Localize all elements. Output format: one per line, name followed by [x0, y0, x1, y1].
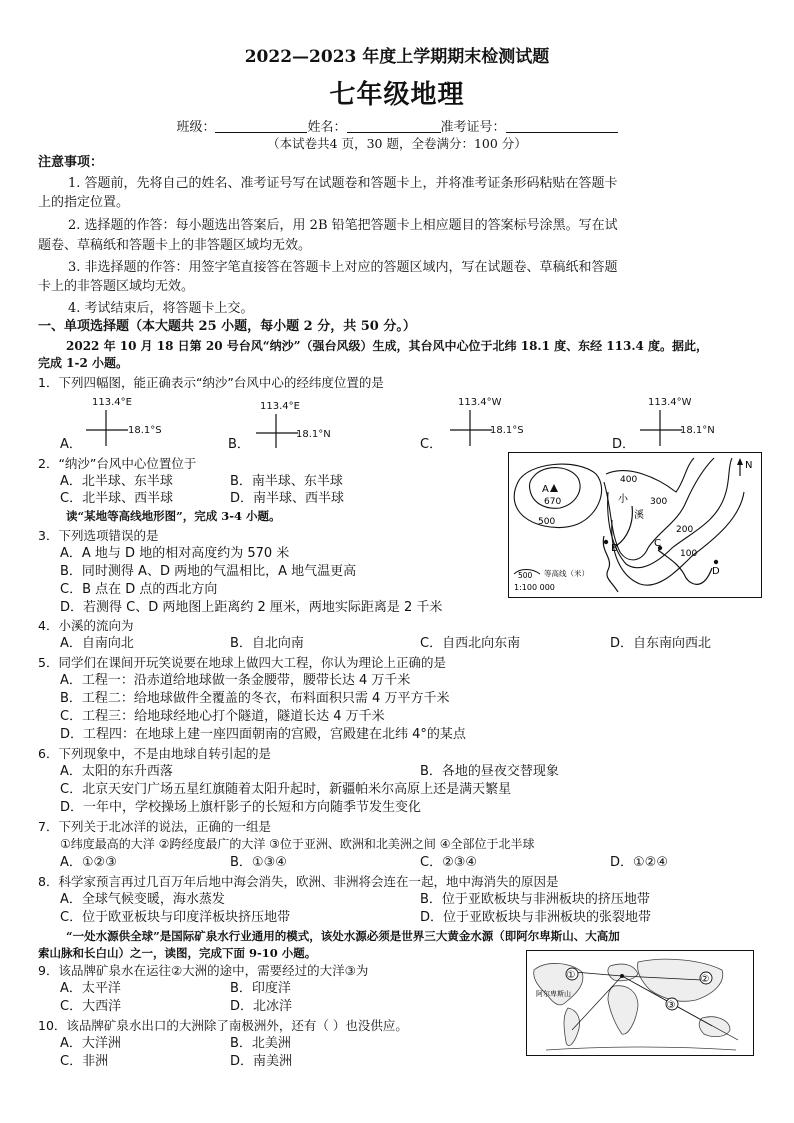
question-6: 6．下列现象中，不是由地球自转引起的是	[38, 746, 271, 761]
q6-option-b[interactable]: B．各地的昼夜交替现象	[420, 764, 559, 779]
q8-option-a[interactable]: A．全球气候变暖，海水蒸发	[60, 892, 225, 907]
q4-option-c[interactable]: C．自西北向东南	[420, 636, 521, 651]
id-field[interactable]	[506, 119, 618, 133]
q9-option-a[interactable]: A．太平洋	[60, 981, 121, 996]
q1-c-lon: 113.4°W	[458, 397, 502, 408]
q3-option-a[interactable]: A．A 地与 D 地的相对高度约为 570 米	[60, 546, 290, 561]
q10-option-c[interactable]: C．非洲	[60, 1054, 109, 1069]
q8-option-c[interactable]: C．位于欧亚板块与印度洋板块挤压地带	[60, 910, 291, 925]
notice-line: 2. 选择题的作答：每小题选出答案后，用 2B 铅笔把答题卡上相应题目的答案标号涂黑。写在试	[68, 218, 618, 233]
intro-text: 2022 年 10 月 18 日第 20 号台风“纳沙”（强台风级）生成，其台风中心位于北纬 18.1 度、东经 113.4 度。据此，	[66, 339, 709, 353]
notice-line: 3. 非选择题的作答：用签字笔直接答在答题卡上对应的答题区域内，写在试题卷、草稿纸和答题	[68, 260, 618, 275]
q9-option-d[interactable]: D．北冰洋	[230, 999, 293, 1014]
notice-line: 题卷、草稿纸和答题卡上的非答题区域均无效。	[38, 238, 312, 253]
q1-d-cross	[640, 410, 690, 446]
elev-300: 300	[650, 497, 668, 507]
subject-title: 七年级地理	[329, 80, 465, 110]
q1-option-a-label[interactable]: A．	[60, 437, 82, 452]
q4-option-a[interactable]: A．自南向北	[60, 636, 134, 651]
name-field[interactable]	[347, 119, 441, 133]
q2-option-c[interactable]: C．北半球、西半球	[60, 491, 174, 506]
point-d-dot	[714, 560, 718, 564]
stream-label-1: 小	[618, 494, 628, 505]
q4-option-d[interactable]: D．自东南向西北	[610, 636, 712, 651]
section-heading: 一、单项选择题（本大题共 25 小题，每小题 2 分，共 50 分。）	[38, 319, 416, 334]
q3-option-c[interactable]: C．B 点在 D 点的西北方向	[60, 582, 218, 597]
q1-b-cross	[256, 414, 306, 448]
point-c-label: C	[654, 538, 661, 549]
q5-option-a[interactable]: A．工程一：沿赤道给地球做一条金腰带，腰带长达 4 万千米	[60, 673, 411, 688]
question-5: 5．同学们在课间开玩笑说要在地球上做四大工程，你认为理论上正确的是	[38, 655, 446, 670]
question-10: 10．该品牌矿泉水出口的大洲除了南极洲外，还有（ ）也没供应。	[38, 1018, 408, 1033]
source-point	[620, 974, 624, 978]
notice-line: 卡上的非答题区域均无效。	[38, 279, 195, 294]
q9-option-b[interactable]: B．印度洋	[230, 981, 291, 996]
q2-option-d[interactable]: D．南半球、西半球	[230, 491, 345, 506]
q1-c-cross	[450, 410, 500, 446]
q2-option-b[interactable]: B．南半球、东半球	[230, 474, 343, 489]
q1-d-lat: 18.1°N	[680, 425, 715, 436]
legend-value: 500	[518, 571, 533, 580]
class-field[interactable]	[215, 119, 307, 133]
q6-option-a[interactable]: A．太阳的东升西落	[60, 764, 173, 779]
q1-b-lat: 18.1°N	[296, 429, 331, 440]
q10-option-a[interactable]: A．大洋洲	[60, 1036, 121, 1051]
question-9: 9．该品牌矿泉水在运往②大洲的途中，需要经过的大洋③为	[38, 963, 369, 978]
q8-option-b[interactable]: B．位于亚欧板块与非洲板块的挤压地带	[420, 892, 650, 907]
q7-option-c[interactable]: C．②③④	[420, 855, 478, 870]
q8-option-d[interactable]: D．位于亚欧板块与非洲板块的张裂地带	[420, 910, 652, 925]
q5-option-b[interactable]: B．工程二：给地球做件全覆盖的冬衣，布料面积只需 4 万平方千米	[60, 691, 450, 706]
class-label: 班级：	[176, 120, 216, 135]
question-8: 8．科学家预言再过几百万年后地中海会消失，欧洲、非洲将会连在一起，地中海消失的原因是	[38, 874, 559, 889]
north-label: N	[745, 460, 753, 471]
q1-d-lon: 113.4°W	[648, 397, 692, 408]
question-2: 2．“纳沙”台风中心位置位于	[38, 456, 197, 471]
q7-option-d[interactable]: D．①②④	[610, 855, 668, 870]
point-b-dot	[604, 540, 608, 544]
notice-line: 上的指定位置。	[38, 195, 130, 210]
q4-option-b[interactable]: B．自北向南	[230, 636, 304, 651]
q7-option-a[interactable]: A．①②③	[60, 855, 117, 870]
exam-note: （本试卷共4 页，30 题，全卷满分：100 分）	[267, 136, 527, 151]
q9-option-c[interactable]: C．大西洋	[60, 999, 122, 1014]
world-map	[526, 950, 754, 1056]
q5-option-c[interactable]: C．工程三：给地球经地心打个隧道，隧道长达 4 万千米	[60, 709, 385, 724]
q3-option-d[interactable]: D．若测得 C、D 两地图上距离约 2 厘米，两地实际距离是 2 千米	[60, 600, 443, 615]
q2-option-a[interactable]: A．北半球、东半球	[60, 474, 173, 489]
question-7: 7．下列关于北冰洋的说法，正确的一组是	[38, 819, 271, 834]
q7-statements: ①纬度最高的大洋 ②跨经度最广的大洋 ③位于亚洲、欧洲和北美洲之间 ④全部位于北半球	[60, 837, 535, 851]
q6-option-d[interactable]: D．一年中，学校操场上旗杆影子的长短和方向随季节发生变化	[60, 800, 422, 815]
map-scale: 1:100 000	[514, 583, 555, 592]
marker-1-label: ①	[566, 970, 576, 981]
student-info-row	[0, 116, 794, 135]
marker-3-label: ③	[666, 1000, 676, 1011]
q7-option-b[interactable]: B．①③④	[230, 855, 287, 870]
question-4: 4．小溪的流向为	[38, 618, 134, 633]
q1-c-lat: 18.1°S	[490, 425, 524, 436]
elev-500: 500	[538, 517, 556, 527]
legend-text: 等高线（米）	[544, 569, 589, 578]
elev-200: 200	[676, 525, 694, 535]
notice-heading: 注意事项：	[38, 155, 104, 170]
intro-text: 读“某地等高线地形图”，完成 3-4 小题。	[66, 509, 281, 523]
intro-text: 完成 1-2 小题。	[38, 356, 129, 370]
question-3: 3．下列选项错误的是	[38, 528, 159, 543]
q10-option-d[interactable]: D．南美洲	[230, 1054, 293, 1069]
notice-line: 1. 答题前，先将自己的姓名、准考证号写在试题卷和答题卡上，并将准考证条形码粘贴在答题卡	[68, 176, 618, 191]
q1-figures	[60, 392, 760, 452]
q1-b-lon: 113.4°E	[260, 401, 300, 412]
q3-option-b[interactable]: B．同时测得 A、D 两地的气温相比，A 地气温更高	[60, 564, 357, 579]
notice-line: 4. 考试结束后，将答题卡上交。	[68, 301, 254, 316]
q1-option-d-label[interactable]: D．	[612, 437, 636, 452]
name-label: 姓名：	[307, 120, 347, 135]
q5-option-d[interactable]: D．工程四：在地球上建一座四面朝南的宫殿，宫殿建在北纬 4°的某点	[60, 727, 466, 742]
peak-label: A	[542, 484, 549, 495]
q1-a-lat: 18.1°S	[128, 425, 162, 436]
intro-text: 索山脉和长白山）之一，读图，完成下面 9-10 小题。	[38, 946, 317, 960]
elev-400: 400	[620, 475, 638, 485]
elev-100: 100	[680, 549, 698, 559]
id-label: 准考证号：	[440, 120, 506, 135]
q1-option-c-label[interactable]: C．	[420, 437, 443, 452]
q6-option-c[interactable]: C．北京天安门广场五星红旗随着太阳升起时，新疆帕米尔高原上还是满天繁星	[60, 782, 512, 797]
question-1: 1．下列四幅图，能正确表示“纳沙”台风中心的经纬度位置的是	[38, 375, 384, 390]
intro-text: “一处水源供全球”是国际矿泉水行业通用的模式，该处水源必须是世界三大黄金水源（即阿尔卑斯山、大高加	[66, 929, 620, 943]
contour-map	[508, 452, 762, 598]
stream-label-2: 溪	[634, 510, 644, 521]
point-b-label: B	[611, 543, 618, 554]
point-d-label: D	[712, 566, 720, 577]
peak-elev: 670	[544, 497, 562, 507]
q1-option-b-label[interactable]: B．	[228, 437, 250, 452]
alps-label: 阿尔卑斯山	[536, 990, 571, 998]
exam-title: 2022—2023 年度上学期期末检测试题	[244, 47, 550, 67]
q10-option-b[interactable]: B．北美洲	[230, 1036, 291, 1051]
q1-a-lon: 113.4°E	[92, 397, 132, 408]
q1-a-cross	[86, 410, 136, 446]
marker-2-label: ②	[700, 974, 710, 985]
